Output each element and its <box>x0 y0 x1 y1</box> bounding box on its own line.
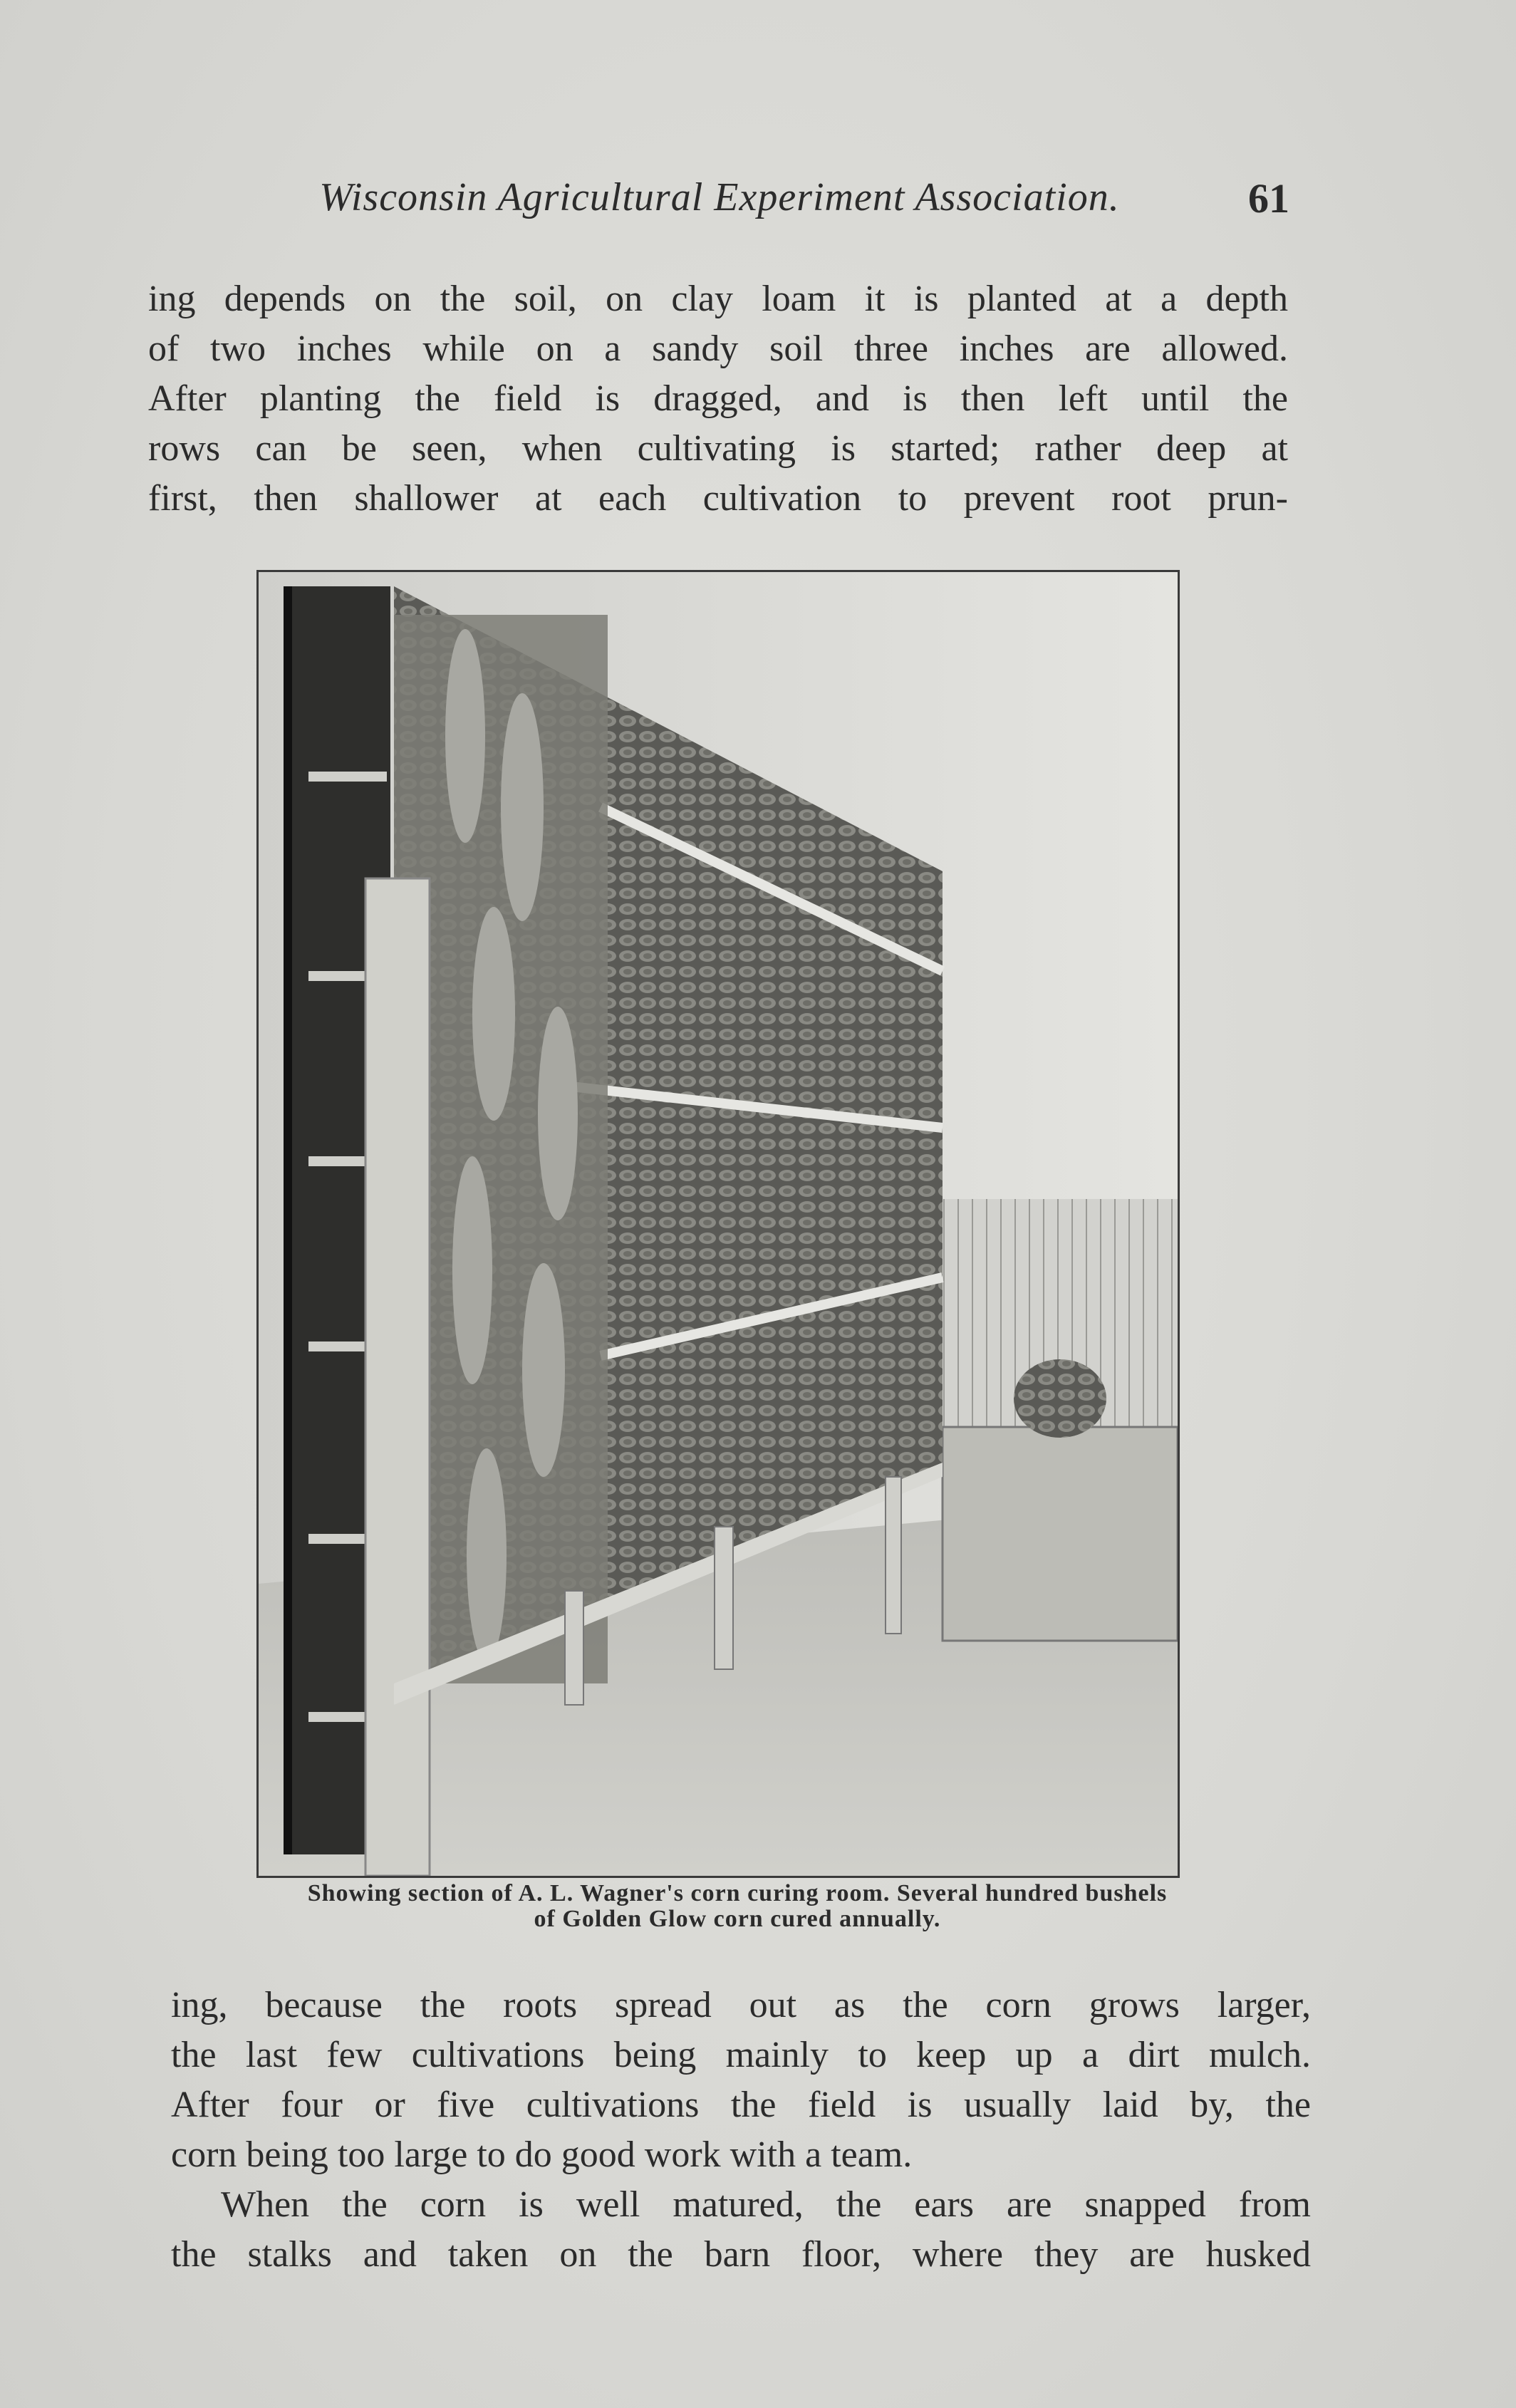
text-line: After planting the field is dragged, and is then left until the <box>148 378 1288 419</box>
text-line: rows can be seen, when cultivating is started; rather deep at <box>148 428 1288 469</box>
text-line: first, then shallower at each cultivation to prevent root prun- <box>148 478 1288 519</box>
running-title: Wisconsin Agricultural Experiment Association. <box>319 175 1120 219</box>
text-line: of two inches while on a sandy soil three inches are allowed. <box>148 328 1288 369</box>
paragraph-3 <box>171 2180 1311 2280</box>
text-line: When the corn is well matured, the ears are snapped from <box>221 2184 1311 2225</box>
text-line: the last few cultivations being mainly to keep up a dirt mulch. <box>171 2035 1311 2075</box>
page-header <box>278 175 1289 232</box>
corn-curing-room-photo <box>256 570 1180 1878</box>
paragraph-1 <box>148 274 1288 524</box>
page-number: 61 <box>1248 175 1289 222</box>
text-line: ing depends on the soil, on clay loam it is planted at a depth <box>148 279 1288 319</box>
text-line: ing, because the roots spread out as the corn grows larger, <box>171 1985 1311 2025</box>
text-line: corn being too large to do good work with a team. <box>171 2134 913 2175</box>
photo-illustration <box>259 572 1178 1876</box>
text-line: After four or five cultivations the field is usually laid by, the <box>171 2085 1311 2125</box>
caption-line: Showing section of A. L. Wagner's corn curing room. Several hundred bushels <box>307 1880 1168 1906</box>
figure-caption <box>164 1881 1311 1932</box>
paragraph-2 <box>171 1981 1311 2180</box>
text-line: the stalks and taken on the barn floor, where they are husked <box>171 2234 1311 2275</box>
caption-line: of Golden Glow corn cured annually. <box>534 1906 941 1932</box>
